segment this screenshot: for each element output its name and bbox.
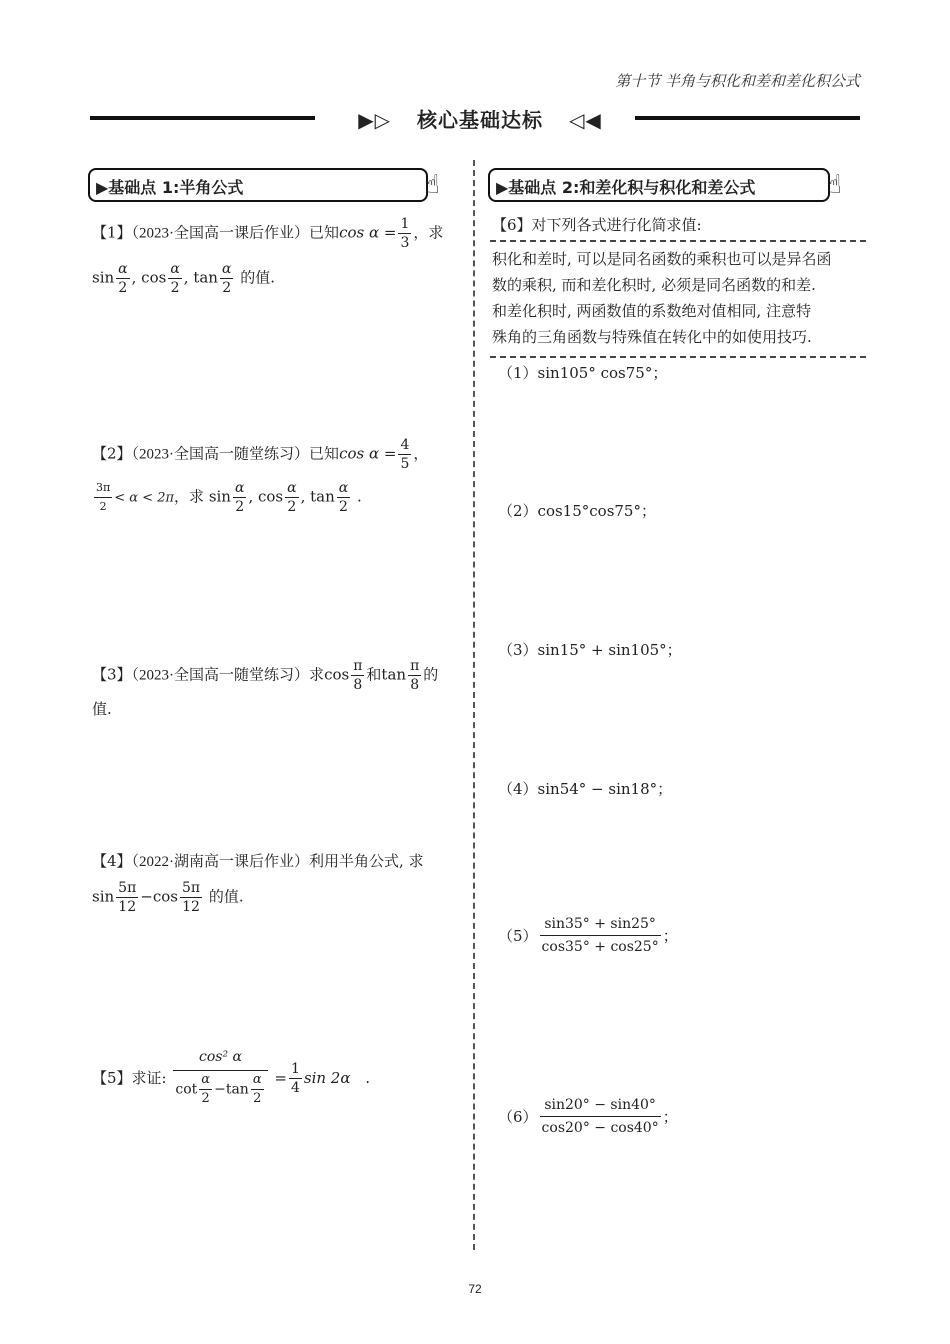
question-6-intro: 【6】对下列各式进行化简求值: — [492, 216, 702, 234]
q5-end: . — [365, 1069, 371, 1087]
q4-end: 的值. — [208, 887, 244, 906]
q4-text: 利用半角公式, 求 — [309, 852, 424, 870]
page-number: 72 — [468, 1282, 482, 1296]
tip-line-1: 积化和差时, 可以是同名函数的乘积也可以是异名函 — [492, 250, 832, 268]
pointing-hand-icon: ☝ — [826, 170, 842, 200]
q3-number: 【3】 — [92, 665, 132, 684]
q5-rhs-fraction: $\frac{1}{4}$ — [290, 1060, 300, 1096]
q5-lhs: cos² α cot $\frac{\alpha}{2}$ −tan $\frac{\alpha}{2}$ — [173, 1048, 267, 1108]
q4-sin: sin — [92, 887, 115, 906]
q4-cos: cos — [152, 887, 178, 906]
q2-number: 【2】 — [92, 444, 132, 463]
sub-question-5: （5） $\frac{\sin 35^\circ + \sin 25^\circ}{\cos 35^\circ + \cos 25^\circ}$ ； — [498, 913, 678, 958]
q2-fraction: $\frac{4}{5}$ — [400, 437, 410, 472]
q4-minus: − — [140, 887, 153, 906]
tip-box — [490, 240, 866, 358]
section-head-1 — [88, 168, 428, 202]
q4-source: （2022·湖南高一课后作业） — [131, 854, 310, 870]
q3-tail: 的 — [423, 665, 439, 684]
banner-title — [340, 104, 620, 133]
pointing-hand-icon: ☝ — [424, 170, 440, 200]
q2-sin: sin — [208, 487, 231, 506]
q5-number: 【5】 — [92, 1069, 132, 1087]
banner-right-rule — [635, 116, 860, 120]
sub-5-fraction: $\frac{\sin 35^\circ + \sin 25^\circ}{\cos 35^\circ + \cos 25^\circ}$ — [540, 913, 661, 958]
q3-and: 和 — [366, 665, 382, 684]
q2-tan: tan — [310, 487, 335, 506]
q2-condition: cos α = — [339, 444, 397, 463]
q3-text: 求 — [309, 665, 325, 684]
q3-source: （2023·全国高一随堂练习） — [131, 667, 310, 684]
section-head-2 — [488, 168, 830, 202]
q1-fraction: $\frac{1}{3}$ — [400, 216, 410, 251]
chapter-title: 第十节 半角与积化和差和差化积公式 — [615, 72, 860, 90]
question-3: 【3】（2023·全国高一随堂练习）求cos $\frac{\pi}{8}$ 和tan $\frac{\pi}{8}$ 的 值. — [92, 657, 462, 722]
banner-left-rule — [90, 116, 315, 120]
q5-rhs: sin 2α — [303, 1069, 351, 1087]
question-1: 【1】（2023·全国高一课后作业）已知cos α = $\frac{1}{3}$ ，求 sin $\frac{\alpha}{2}$ , cos $\frac{\alpha}{2}$ , tan $\frac{\alpha}{2}$ 的值. — [92, 216, 444, 296]
sub-question-4: （4）sin54° − sin18°； — [498, 780, 673, 798]
banner-text: 核心基础达标 — [417, 108, 543, 132]
q2-text: 已知 — [309, 444, 340, 463]
q2-ask: ，求 — [174, 487, 205, 506]
q3-tan: tan — [381, 665, 407, 684]
q1-text: 已知 — [309, 223, 340, 242]
section-title-1: ▶基础点 1:半角公式 — [96, 178, 244, 197]
sub-4-expr: sin54° − sin18°； — [537, 780, 673, 798]
sub-question-1: （1）sin105° cos75°； — [498, 364, 668, 382]
q2-tail: ， — [413, 444, 429, 463]
sub-6-fraction: $\frac{\sin 20^\circ - \sin 40^\circ}{\cos 20^\circ - \cos 40^\circ}$ — [540, 1094, 661, 1139]
q1-end: 的值. — [240, 268, 275, 287]
sub-3-expr: sin15° + sin105°； — [537, 641, 682, 659]
question-4: 【4】（2022·湖南高一课后作业）利用半角公式, 求 sin $\frac{5\pi}{12}$ −cos $\frac{5\pi}{12}$ 的值. — [92, 852, 424, 915]
sub-question-6: （6） $\frac{\sin 20^\circ - \sin 40^\circ}{\cos 20^\circ - \cos 40^\circ}$ ； — [498, 1094, 678, 1139]
column-divider — [473, 160, 475, 1250]
banner-right-arrows: ◁◀ — [568, 108, 602, 132]
tip-line-2: 数的乘积, 而和差化积时, 必须是同名函数的和差. — [492, 276, 816, 294]
q5-equals: = — [274, 1069, 287, 1087]
q4-number: 【4】 — [92, 852, 132, 870]
banner-left-arrows: ▶▷ — [358, 108, 392, 132]
q1-number: 【1】 — [92, 223, 132, 242]
q1-tail: ，求 — [413, 223, 444, 242]
q1-sin: sin — [92, 268, 115, 287]
q1-condition: cos α = — [339, 223, 397, 242]
q2-cos: cos — [257, 487, 284, 506]
sub-question-3: （3）sin15° + sin105°； — [498, 641, 682, 659]
q5-text: 求证: — [131, 1069, 167, 1087]
question-5 — [92, 1048, 462, 1108]
q1-cos: cos — [141, 268, 167, 287]
q2-end: . — [357, 487, 362, 506]
section-title-2: ▶基础点 2:和差化积与积化和差公式 — [496, 178, 756, 197]
q3-line2: 值. — [92, 700, 112, 718]
q1-tan: tan — [193, 268, 218, 287]
question-2: 【2】（2023·全国高一随堂练习）已知cos α = $\frac{4}{5}$ ， $\frac{3\pi}{2}$ < α < 2π，求 sin $\frac{\alpha}{2}$ , cos $\frac{\alpha}{2}$ , tan $\frac{\alpha}{2}$ . — [92, 437, 429, 515]
q3-cos: cos — [324, 665, 350, 684]
sub-2-expr: cos15°cos75°； — [537, 502, 656, 520]
q2-range-fraction: $\frac{3\pi}{2}$ — [96, 481, 111, 513]
q2-range: < α < 2π — [114, 490, 175, 506]
tip-line-3: 和差化积时, 两函数值的系数绝对值相同, 注意特 — [492, 302, 812, 320]
q1-source: （2023·全国高一课后作业） — [131, 225, 310, 242]
sub-question-2: （2）cos15°cos75°； — [498, 502, 656, 520]
sub-1-expr: sin105° cos75°； — [537, 364, 668, 382]
tip-line-4: 殊角的三角函数与特殊值在转化中的如使用技巧. — [492, 328, 812, 346]
q2-source: （2023·全国高一随堂练习） — [131, 446, 310, 463]
